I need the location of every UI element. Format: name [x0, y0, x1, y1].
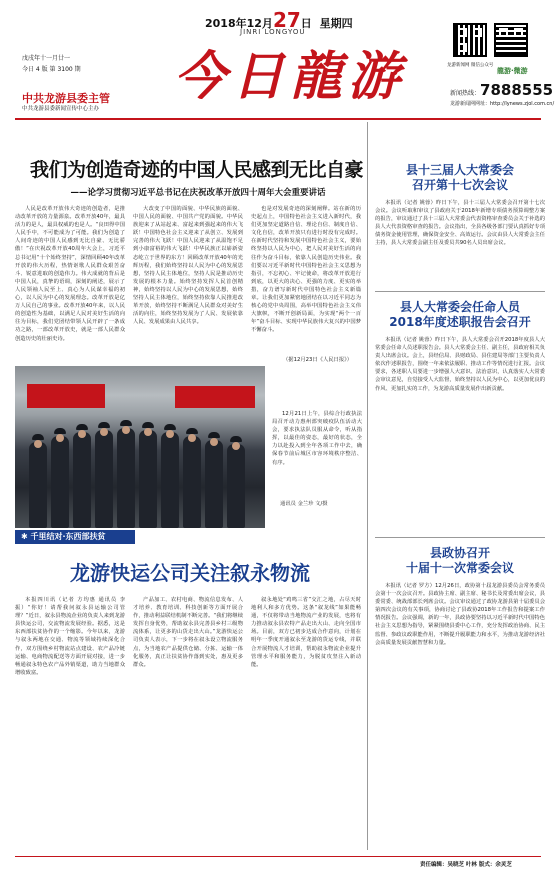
sidebar-a1-title — [375, 163, 545, 193]
date-year: 2018年 — [205, 17, 247, 30]
website-label: 龙游新闻网网址： — [450, 101, 491, 107]
lead-col-2: 大改变了中国的面貌、中华民族的面貌、中国人民的面貌、中国共产党的面貌。中华民族迎来了从站起来、富起来到强起来的伟大飞跃！中国特色社会主义迎来了从创立、发展到完善的伟大飞跃！中国人民迎来了从温饱不足到小康富裕的伟大飞跃！中华民族正以崭新姿态屹立于世界的东方！回顾改革开放40年的光辉历程，我们始终坚持以人民为中心的发展思想，坚持人民主体地位，坚持人民是推动历史发展的根本力量。始终坚持发挥人民首创精神，始终坚持以人民为中心的发展思想，始终坚持人民主体地位，始终坚持依靠人民推进改革开放，始终坚持不断满足人民群众对美好生活的向往，始终坚持发展为了人民、发展依靠人民、发展成果由人民共享。 — [133, 206, 243, 326]
sidebar-a2-title-line1: 县人大常委会任命人员 — [399, 300, 520, 314]
sidebar-a2-title — [375, 300, 545, 330]
lunar-date: 戊戌年十一月廿一 — [22, 55, 71, 62]
qr-code-2 — [494, 23, 528, 57]
photo-banner-right — [175, 386, 255, 408]
lead-subheadline: ——论学习贯彻习近平总书记在庆祝改革开放四十周年大会重要讲话 — [70, 188, 326, 198]
brand-logo: 龍游·微游 — [497, 67, 528, 75]
hotline-number: 7888555 — [480, 81, 554, 99]
lead-headline: 我们为创造奇迹的中国人民感到无比自豪 — [30, 159, 364, 181]
sidebar-divider-2 — [375, 537, 545, 538]
article2-col-1: 本报四川讯（记者 方均惠 通讯员 李振）“你好！请帮我问叙永县运输公司管理？”近日，叙永县物流企业的负责人来到龙游县快运公司，交流物流发展经验。据悉，这是东西部扶贫协作的一个缩影。今年以来，龙游与叙永两地在交通、物流等领域持续深化合作，双方围绕乡村物流站点建设、农产品冷链运输、电商物流配送等方面开展对接，进一步畅通叙永特色农产品外销渠道，助力当地群众增收致富。 — [15, 597, 125, 676]
paper-pinyin: JINRI LONGYOU — [240, 28, 306, 36]
sidebar-a1-title-line1: 县十三届人大常委会 — [405, 163, 514, 177]
star-icon: ✱ — [21, 532, 28, 541]
org-title: 中共龙游县委主管 — [22, 92, 110, 105]
hotline-label: 新闻热线： — [450, 90, 481, 97]
footer-rule — [15, 856, 541, 857]
section-banner — [15, 530, 135, 544]
sidebar-a2-title-line2: 2018年度述职报告会召开 — [389, 315, 531, 329]
sidebar-a1-title-line2: 召开第十七次会议 — [411, 178, 508, 192]
org-subtitle: 中共龙游县委新闻宣传中心主办 — [22, 106, 100, 112]
photo-author: 通讯员 金兰珍 文/摄 — [280, 501, 328, 507]
sidebar-a3-title — [375, 546, 545, 576]
article2-headline: 龙游快运公司关注叙永物流 — [70, 561, 310, 585]
column-divider — [367, 122, 368, 850]
sidebar-a3-title-line1: 县政协召开 — [429, 546, 490, 560]
sidebar-a3-body: 本报讯（记者 罗方）12月26日，政协第十届龙游县委员会常务委员会第十一次会议召开。县政协主席、副主席、秘书长及常委出席会议，县委常委、统战部部长列席会议。会议审议通过了政协龙游县第十届委员会第四次会议的有关事项，协商讨论了县政协2018年工作报告和提案工作情况报告。会议强调，新的一年，县政协要坚持以习近平新时代中国特色社会主义思想为指导，紧紧围绕县委中心工作，充分发挥政治协商、民主监督、参政议政职能作用，不断提升履职能力和水平，为推动龙游经济社会高质量发展贡献智慧和力量。 — [375, 583, 545, 646]
photo-caption: 12月21日上午，县综合行政执法局召开动力惠州部突破疫队伍活动大会，要求执法队员服从命令，听从指挥，以最佳的姿态，最好的状态，全力以赴投入到全年各项工作中去，确保春节前后城区市容环境秩序整洁、有序。 — [272, 411, 362, 466]
website-url[interactable]: http://lynews.zjol.com.cn/ — [490, 101, 555, 107]
photo-banner-left — [27, 384, 105, 408]
issue-number: 今日 4 版 第 3100 期 — [22, 66, 81, 73]
masthead-rule — [15, 118, 541, 120]
website — [450, 100, 554, 107]
date-day: 27 — [272, 8, 301, 32]
article2-col-3: 叙永地处“鸡鸣三省”交汇之地，占尽天时地利人和多方优势。这条“叙龙线”如果能畅通，不仅将带动当地物流产业的发展，也将有力推动叙永县农特产品走出大山、走向全国市场。目前，双方已初步达成合作意向，计划在明年一季度开通叙永至龙游的货运专线，并联合开展物流人才培训，帮助叙永物流企业提升管理水平和服务能力，为脱贫攻坚注入新动能。 — [251, 597, 361, 668]
lead-col-1: 人民是改革开放伟大奇迹的创造者，是推动改革开放的力量源泉。改革开放40年，最具活力的是人，最具权威的也是人。“良田得中国人民手中，不可能成为了可能。我们为创造了人间奇迹的中国人民感到无比自豪、无比骄傲！”在庆祝改革开放40周年大会上，习近平总书记用“十个始终坚持”，深情回顾40年改革开放的伟大历程，热情讴歌人民群众艰苦奋斗、锐意进取的创造伟力。伟大成就的背后是中国人民，真挚的语调，深刻的阐述，展示了人民领袖人民至上、真心为人民谋幸福的初心，以人民为中心的发展理念。改革开放是亿万人民自己的事业。改革开放40年来，以人民的创造性为基础，以满足人民对美好生活的向往为目标，我们党团结带领人民开辟了一条成功之路，一部改革开放史，就是一部人民群众创造历史的壮丽史诗。 — [15, 206, 125, 342]
masthead — [0, 0, 556, 145]
weekday: 星期四 — [319, 17, 353, 30]
paper-name-logo: 今日龍游 — [173, 46, 406, 107]
sidebar-divider-1 — [375, 291, 545, 292]
hotline — [450, 80, 553, 99]
date-day-suffix: 日 — [300, 17, 312, 30]
qr-code — [453, 23, 487, 57]
sidebar-a3-title-line2: 十届十一次常委会议 — [405, 561, 514, 575]
article2-col-2: 产品加工、农村电商、物流信息发布、人才培养、教育培训、科技创新等方面开展合作，推动利益联结机制不断完善。“我们将继续发挥自身优势，帮助叙永县完善县乡村三级物流体系，让更多的山货走出大山。”龙游快运公司负责人表示，下一步将在叙永设立物流服务点，为当地农产品提供仓储、分拣、运输一体化服务，真正让扶贫协作落到实处，惠及更多群众。 — [133, 597, 243, 668]
date-month: 12月 — [246, 17, 273, 30]
lead-col-3: 也是对发展奇迹的深刻阐释。站在新的历史起点上，中国特色社会主义进入新时代，我们更加坚定道路自信、理论自信、制度自信、文化自信，改革开放只有进行时没有完成时。在新时代坚持和发展中国特色社会主义，要始终坚持以人民为中心，把人民对美好生活的向往作为奋斗目标，依靠人民创造历史伟业。我们要以习近平新时代中国特色社会主义思想为指引，不忘初心、牢记使命，将改革开放进行到底，以更大的决心、更强的力度、更实的举措，奋力谱写新时代中国特色社会主义新篇章。让我们更加紧密地团结在以习近平同志为核心的党中央周围，高举中国特色社会主义伟大旗帜，不断开创新局面，为实现“两个一百年”奋斗目标、实现中华民族伟大复兴的中国梦不懈奋斗。 — [251, 206, 361, 334]
sidebar-a2-body: 本报讯（记者 姚蓉）昨日下午，县人大常委会召开2018年度县人大常委会任命人员述职报告会。县人大常委会主任、副主任，县政府相关负责人出席会议。会上，县经信局、县财政局、县住建局等部门主要负责人依次作述职报告，围绕一年来依法履职、推动工作等情况进行汇报。会议要求，各述职人员要进一步增强人大意识、法治意识，认真落实人大常委会审议意见，自觉接受人大监督，始终坚持以人民为中心，以更加优良的作风、更加扎实的工作，为龙游高质量发展作出新贡献。 — [375, 337, 545, 392]
news-photo — [15, 366, 265, 528]
sidebar-a1-body: 本报讯（记者 姚蓉）昨日下午，县十三届人大常委会召开第十七次会议。会议听取和审议了县政府关于2018年新增专项债务预算调整方案的报告，审议通过了县十三届人大常委会代表资格审查委员会关于补选的县人大代表资格审查的报告。会议指出，全县各级各部门要认真抓好专项债务资金使用管理，确保资金安全、高效运行。会议由县人大常委会主任主持，县人大常委会副主任及委员共90名人员出席会议。 — [375, 200, 545, 247]
qr-caption: 龙游新闻网 微信公众号 — [447, 63, 494, 68]
lead-source: （据12月23日《人民日报》） — [283, 357, 353, 363]
section-banner-label: 千里结对·东西部扶贫 — [30, 532, 106, 541]
editor-credits: 责任编辑：吴晓芝 叶林 版式：余灵芝 — [420, 862, 512, 868]
